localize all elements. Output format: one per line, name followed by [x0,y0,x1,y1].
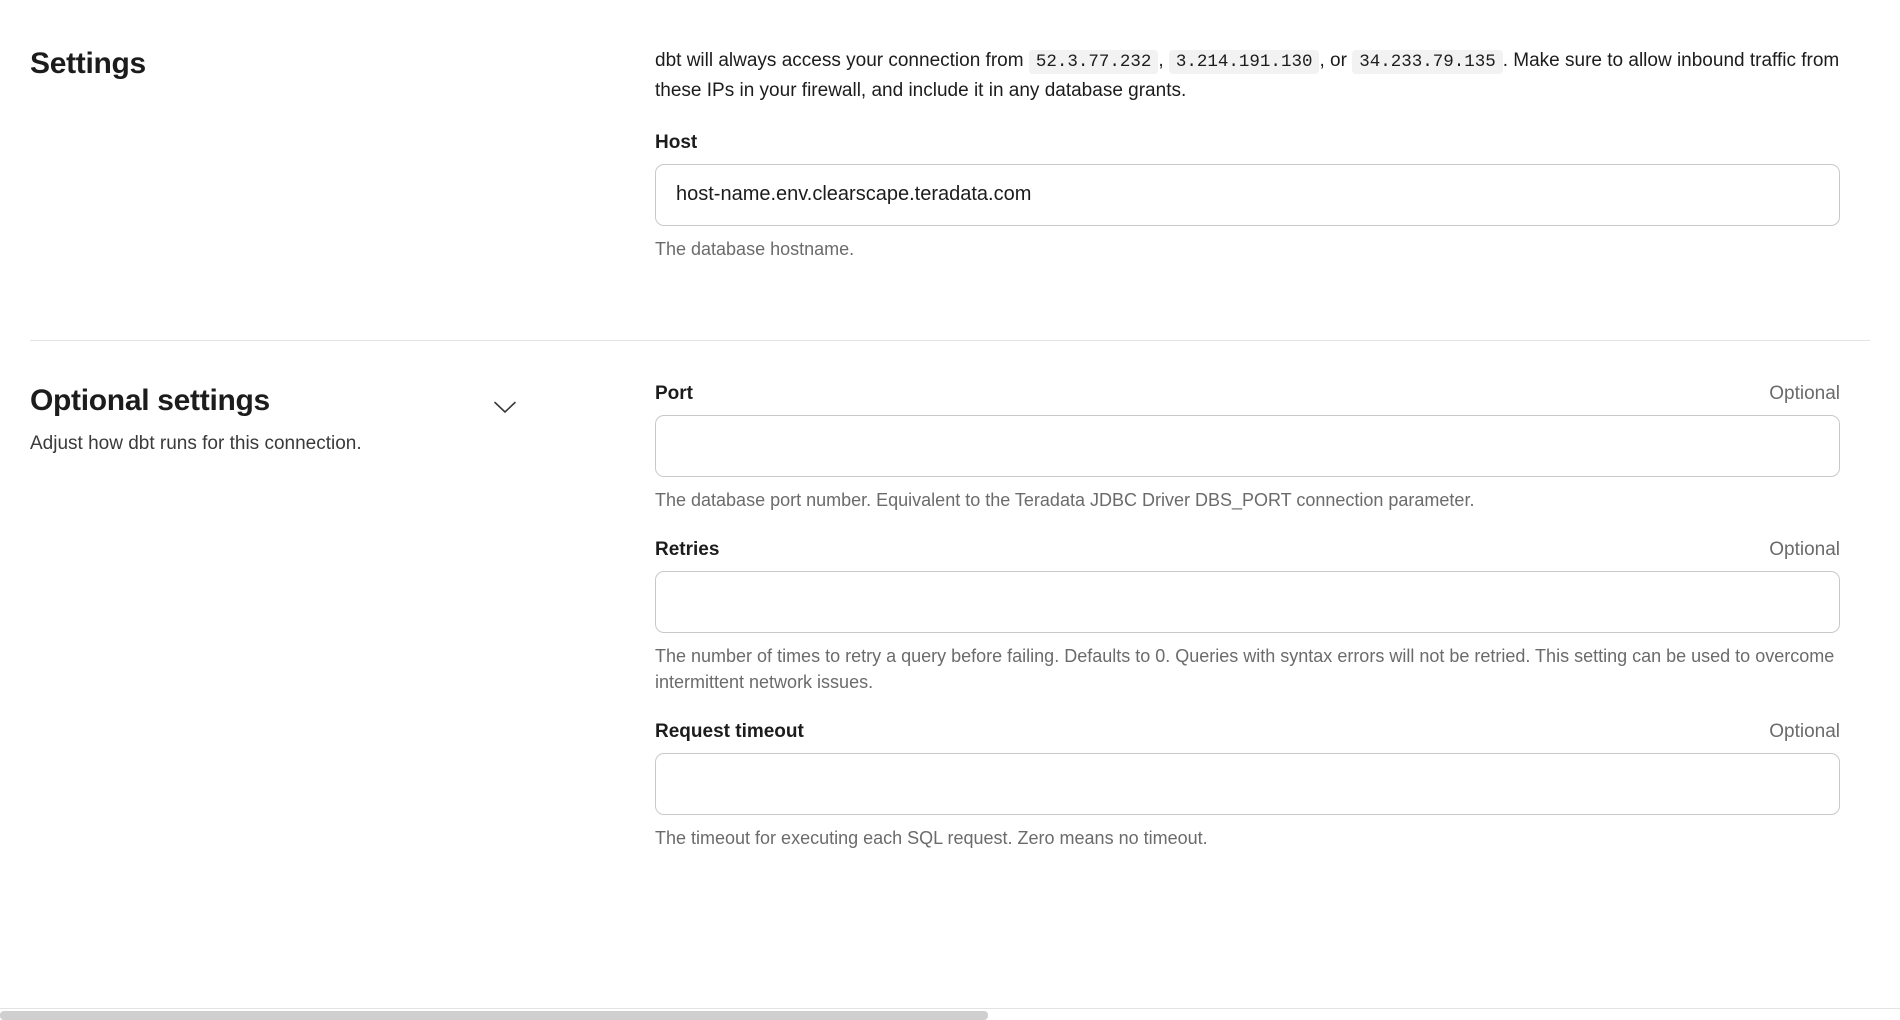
port-field [655,383,1840,477]
settings-section-body [655,0,1870,288]
host-field [655,132,1840,226]
request-timeout-field-header [655,721,1840,743]
bottom-bar [0,1008,1900,1020]
request-timeout-label: Request timeout [655,720,804,742]
ip-allowlist-notice [655,46,1840,106]
settings-section [0,0,1900,288]
settings-section-header [30,0,655,288]
port-help-text: The database port number. Equivalent to the Teradata JDBC Driver DBS_PORT connection parameter. [655,489,1475,510]
optional-settings-header [30,341,655,877]
retries-help-text: The number of times to retry a query before failing. Defaults to 0. Queries with syntax errors will not be retried. This setting can be used to overcome intermittent network issues. [655,645,1835,692]
port-input[interactable] [655,415,1840,477]
host-input[interactable] [655,164,1840,226]
host-field-header [655,132,1840,154]
page-title: Settings [30,47,146,80]
request-timeout-optional-badge: Optional [1769,720,1840,742]
optional-settings-body [655,341,1870,877]
optional-settings-title: Optional settings [30,383,270,417]
retries-optional-badge: Optional [1769,538,1840,560]
ip-notice-separator-1: , [1158,50,1164,71]
retries-field-header [655,539,1840,561]
retries-input[interactable] [655,571,1840,633]
port-optional-badge: Optional [1769,382,1840,404]
optional-settings-subtitle: Adjust how dbt runs for this connection. [30,432,362,454]
host-help-text: The database hostname. [655,238,855,259]
request-timeout-input[interactable] [655,753,1840,815]
chevron-down-icon[interactable] [490,393,520,423]
retries-field [655,539,1840,633]
ip-address-3: 34.233.79.135 [1352,50,1503,74]
port-field-header [655,383,1840,405]
ip-notice-prefix: dbt will always access your connection from [655,50,1024,71]
host-label: Host [655,131,698,153]
horizontal-scrollbar[interactable] [0,1011,988,1020]
request-timeout-field [655,721,1840,815]
ip-address-2: 3.214.191.130 [1169,50,1320,74]
ip-notice-suffix: . Make sure to allow inbound traffic from these IPs in your firewall, and include it in any database grants. [655,50,1840,102]
port-label: Port [655,382,693,404]
retries-label: Retries [655,538,720,560]
ip-address-1: 52.3.77.232 [1029,50,1159,74]
request-timeout-help-text: The timeout for executing each SQL request. Zero means no timeout. [655,827,1208,848]
ip-notice-separator-2: , or [1319,50,1347,71]
optional-settings-section [0,341,1900,877]
